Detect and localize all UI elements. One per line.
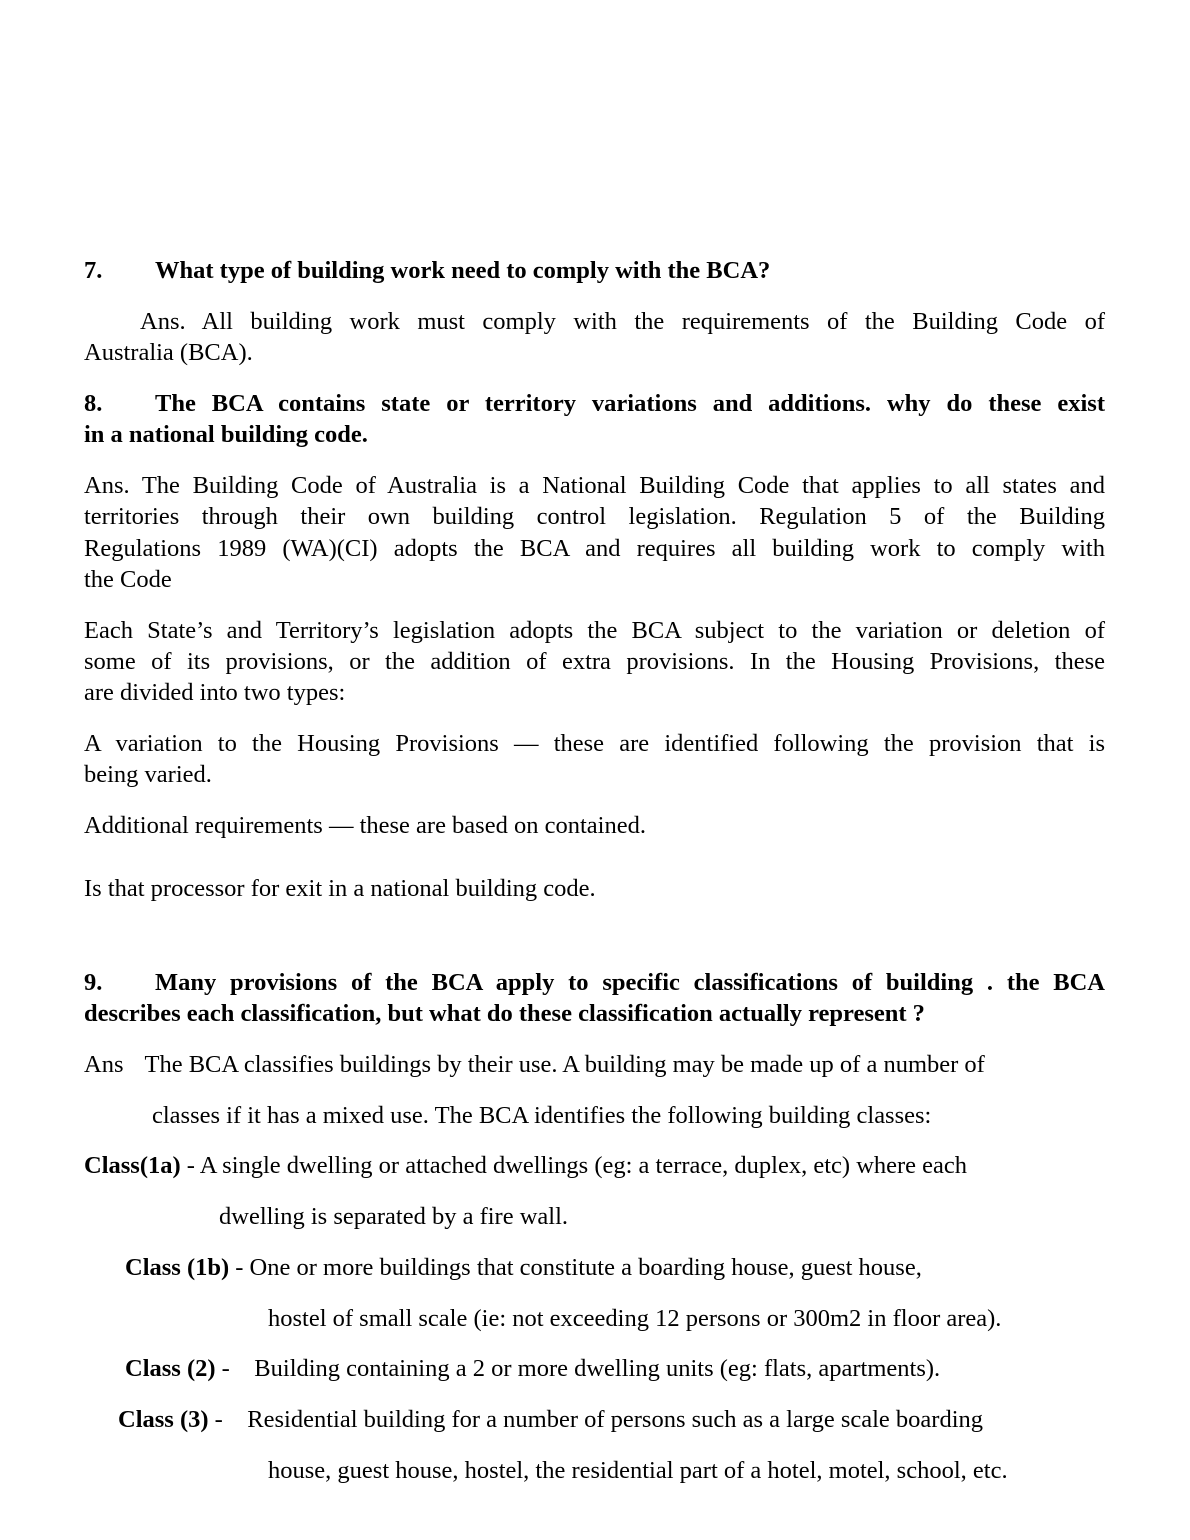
q8-p2-line-2: some of its provisions, or the addition of extra provisions. In the Housing Provisions, these xyxy=(84,648,1105,675)
q8-p1-line-3: Regulations 1989 (WA)(CI) adopts the BCA and requires all building work to comply with xyxy=(84,535,1105,562)
q8-question-line-2: in a national building code. xyxy=(84,421,368,448)
q8-p3-line-2: being varied. xyxy=(84,761,212,788)
class-2-label: Class (2) xyxy=(125,1355,216,1382)
q8-p2-line-3: are divided into two types: xyxy=(84,679,346,706)
class-1b-line-1 xyxy=(125,1252,1105,1283)
q8-question-line-1: The BCA contains state or territory variations and additions. why do these exist xyxy=(155,390,1105,417)
q8-p4: Additional requirements — these are based on contained. xyxy=(84,812,646,839)
q8-number: 8. xyxy=(84,390,103,417)
q7-heading xyxy=(84,255,1105,286)
class-1a-line-2: dwelling is separated by a fire wall. xyxy=(219,1203,569,1230)
q9-answer-line-1 xyxy=(84,1049,1105,1080)
q8-p2-line-1: Each State’s and Territory’s legislation adopts the BCA subject to the variation or deletion of xyxy=(84,617,1105,644)
q8-p3-line-1: A variation to the Housing Provisions — these are identified following the provision that is xyxy=(84,730,1105,757)
q8-p5: Is that processor for exit in a national building code. xyxy=(84,875,596,902)
q7-question: What type of building work need to comply with the BCA? xyxy=(155,257,771,284)
q9-answer-label: Ans xyxy=(84,1051,124,1078)
class-1b-text: - One or more buildings that constitute a boarding house, guest house, xyxy=(229,1254,922,1281)
class-1a-label: Class(1a) xyxy=(84,1152,181,1179)
q7-number: 7. xyxy=(84,257,103,284)
q8-heading-line-1 xyxy=(84,388,1105,419)
class-3-label: Class (3) xyxy=(118,1406,209,1433)
class-3-text: - Residential building for a number of persons such as a large scale boarding xyxy=(208,1406,984,1433)
q9-heading-line-1 xyxy=(84,967,1105,998)
q8-p1-line-4: the Code xyxy=(84,566,172,593)
q9-answer-text-1: The BCA classifies buildings by their use. A building may be made up of a number of xyxy=(144,1051,985,1078)
q9-question-line-2: describes each classification, but what do these classification actually represent ? xyxy=(84,1000,925,1027)
q7-answer-line-1: Ans. All building work must comply with the requirements of the Building Code of xyxy=(140,308,1105,335)
class-3-line-1 xyxy=(118,1404,1105,1435)
q9-number: 9. xyxy=(84,969,103,996)
q9-answer-line-2: classes if it has a mixed use. The BCA identifies the following building classes: xyxy=(152,1102,932,1129)
q7-answer-line-2: Australia (BCA). xyxy=(84,339,253,366)
class-1b-line-2: hostel of small scale (ie: not exceeding 12 persons or 300m2 in floor area). xyxy=(268,1305,1002,1332)
class-1a-text: - A single dwelling or attached dwellings (eg: a terrace, duplex, etc) where each xyxy=(180,1152,968,1179)
class-2-line-1 xyxy=(125,1353,1105,1384)
q9-question-line-1: Many provisions of the BCA apply to specific classifications of building . the BCA xyxy=(155,969,1105,996)
class-2-text: - Building containing a 2 or more dwelling units (eg: flats, apartments). xyxy=(215,1355,941,1382)
class-3-line-2: house, guest house, hostel, the residential part of a hotel, motel, school, etc. xyxy=(268,1457,1008,1484)
class-1a-line-1 xyxy=(84,1150,1105,1181)
q8-p1-line-1: Ans. The Building Code of Australia is a National Building Code that applies to all states and xyxy=(84,472,1105,499)
q8-p1-line-2: territories through their own building control legislation. Regulation 5 of the Building xyxy=(84,503,1105,530)
class-1b-label: Class (1b) xyxy=(125,1254,230,1281)
